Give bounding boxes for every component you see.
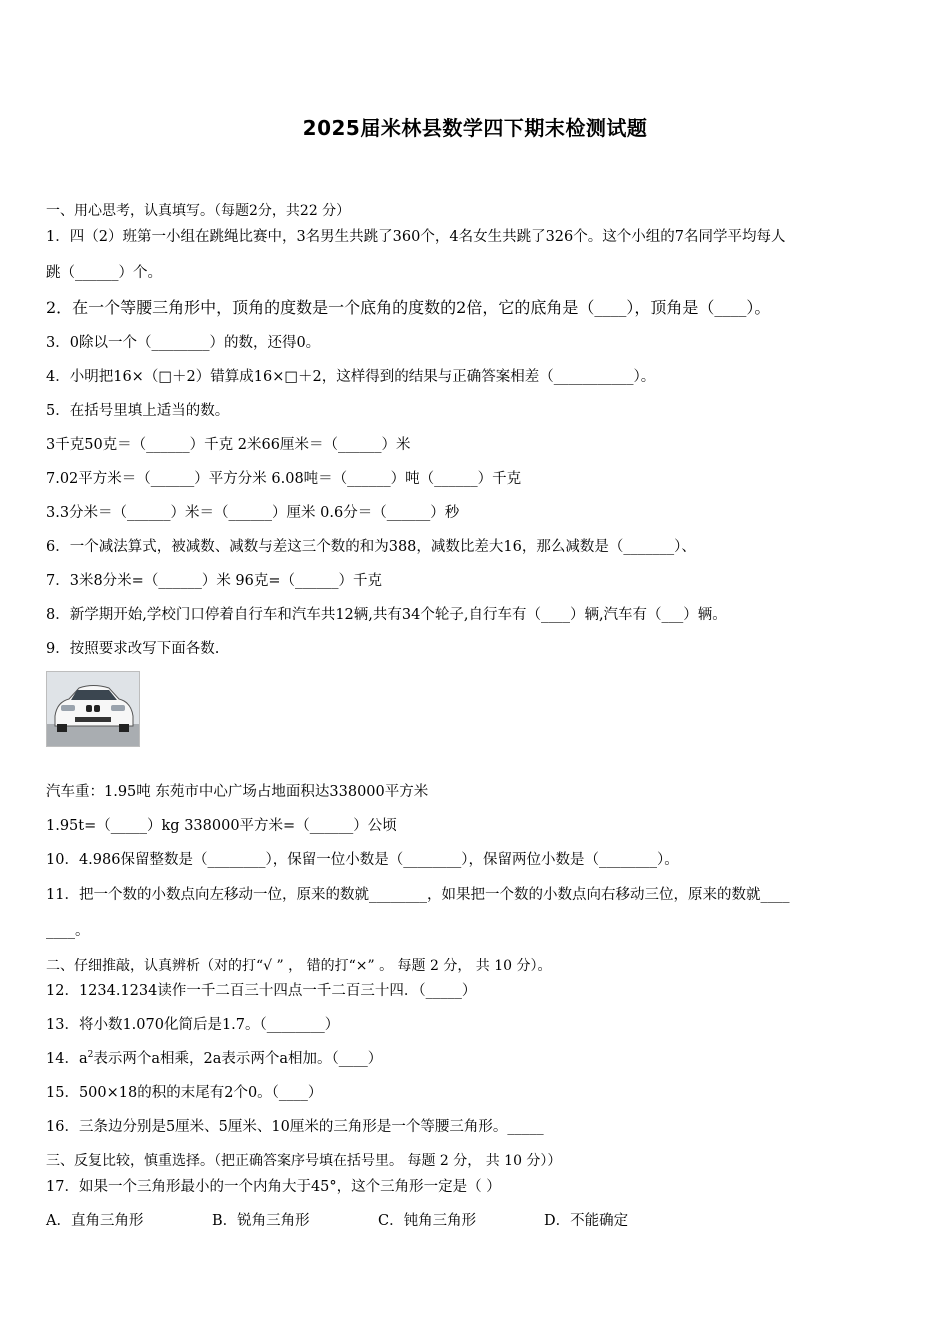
question-11-cont: ____。 [46,923,90,939]
question-14-text: 表示两个a相乘，2a表示两个a相加。（____） [93,1051,383,1067]
question-2: 2．在一个等腰三角形中，顶角的度数是一个底角的度数的2倍，它的底角是（____），顶角是（____）。 [46,298,771,317]
page-title: 2025届米林县数学四下期末检测试题 [302,116,648,140]
option-b: B．锐角三角形 [212,1213,310,1229]
question-14 [46,1049,382,1069]
question-1-cont: 跳（______）个。 [46,265,162,281]
question-4: 4．小明把16×（□＋2）错算成16×□＋2，这样得到的结果与正确答案相差（___________）。 [46,369,656,385]
section-2-heading: 二、仔细推敲，认真辨析（对的打“√ ” ， 错的打“×” 。 每题 2 分， 共 10 分）。 [46,958,552,974]
section-3-heading: 三、反复比较，慎重选择。（把正确答案序号填在括号里。 每题 2 分， 共 10 分）） [46,1153,562,1169]
question-11: 11．把一个数的小数点向左移动一位，原来的数就________，如果把一个数的小数点向右移动三位，原来的数就____ [46,887,790,903]
option-a: A．直角三角形 [46,1213,144,1229]
question-10: 10．4.986保留整数是（________），保留一位小数是（________），保留两位小数是（________）。 [46,852,679,868]
question-15: 15．500×18的积的末尾有2个0。（____） [46,1085,323,1101]
option-c: C．钝角三角形 [378,1213,477,1229]
question-12: 12．1234.1234读作一千二百三十四点一千二百三十四．（_____） [46,983,477,999]
question-5: 5．在括号里填上适当的数。 [46,403,230,419]
question-7: 7．3米8分米=（______）米 96克=（______）千克 [46,573,383,589]
question-14-superscript: 2 [87,1050,94,1061]
question-16: 16．三条边分别是5厘米、5厘米、10厘米的三角形是一个等腰三角形。_____ [46,1119,544,1135]
question-5-row-3: 3.3分米＝（______）米＝（______）厘米 0.6分＝（______）秒 [46,505,460,521]
car-photo [46,671,140,747]
question-5-row-1: 3千克50克＝（______）千克 2米66厘米＝（______）米 [46,437,411,453]
question-17: 17．如果一个三角形最小的一个内角大于45°，这个三角形一定是（ ） [46,1179,501,1195]
question-5-row-2: 7.02平方米＝（______）平方分米 6.08吨＝（______）吨（______）千克 [46,471,522,487]
question-14-prefix: 14．a [46,1051,88,1067]
question-3: 3．0除以一个（________）的数，还得0。 [46,335,321,351]
question-8: 8．新学期开始,学校门口停着自行车和汽车共12辆,共有34个轮子,自行车有（____）辆,汽车有（___）辆。 [46,607,727,623]
question-9-row-1: 汽车重：1.95吨 东苑市中心广场占地面积达338000平方米 [46,784,429,800]
question-17-options [46,1211,628,1231]
question-9: 9．按照要求改写下面各数. [46,641,220,657]
question-9-row-2: 1.95t=（_____）kg 338000平方米=（______）公顷 [46,818,397,834]
option-d: D．不能确定 [544,1213,629,1229]
question-6: 6．一个减法算式，被减数、减数与差这三个数的和为388，减数比差大16，那么减数是（_______）、 [46,539,696,555]
section-1-heading: 一、用心思考，认真填写。（每题2分，共22 分） [46,203,351,219]
question-1: 1．四（2）班第一小组在跳绳比赛中，3名男生共跳了360个，4名女生共跳了326个。这个小组的7名同学平均每人 [46,229,786,245]
question-13: 13．将小数1.070化简后是1.7。（________） [46,1017,340,1033]
